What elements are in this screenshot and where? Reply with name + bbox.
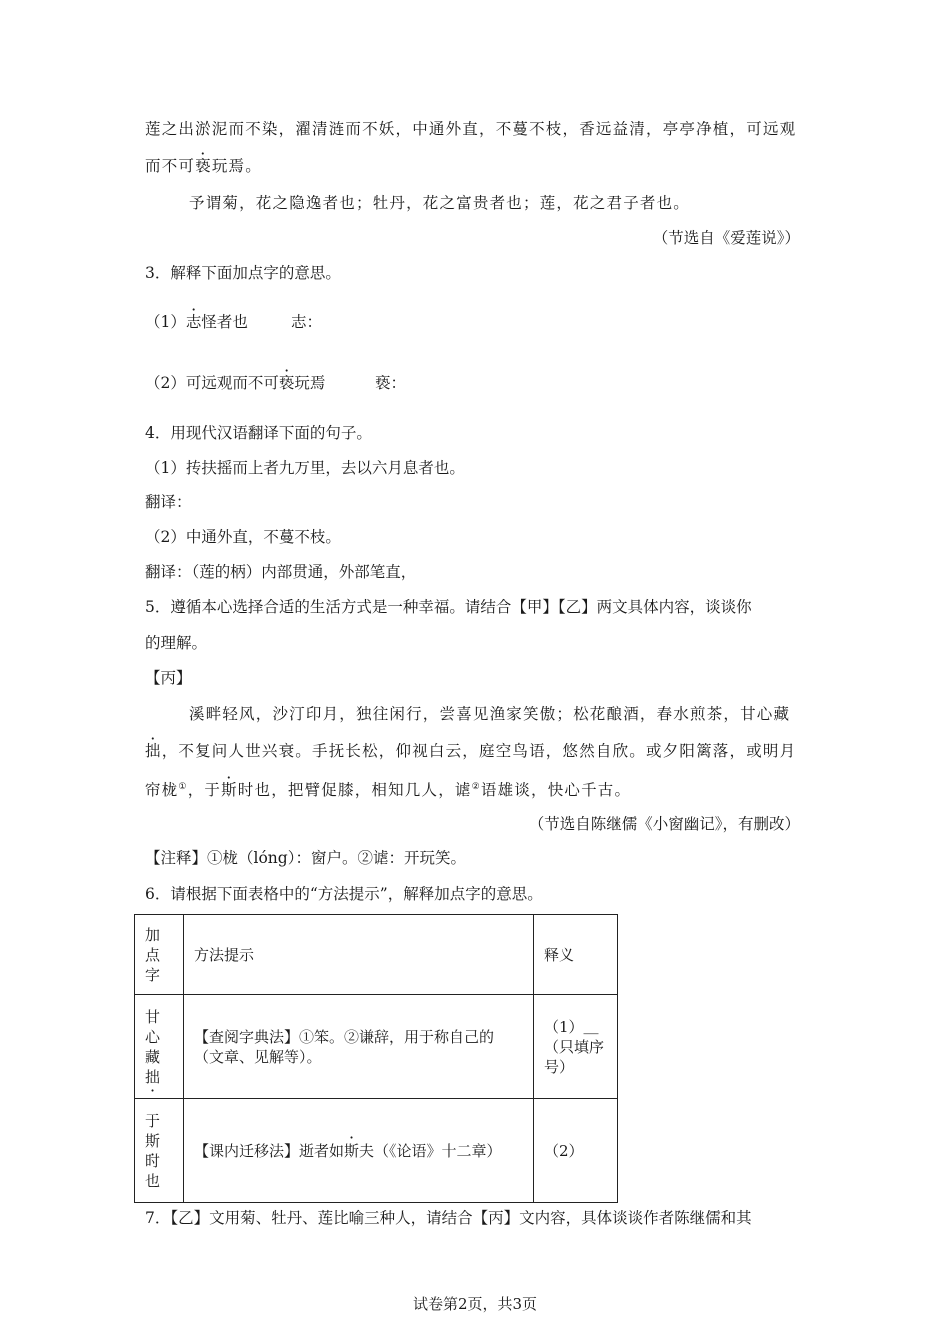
table-header-row <box>135 915 618 995</box>
q3-item2: （2）可远观而不可亵玩焉 <box>145 374 326 392</box>
header-word: 加点字 <box>135 915 184 995</box>
q5-line2: 的理解。 <box>145 634 208 652</box>
dotted-char-si: 斯 <box>221 781 238 800</box>
row1-hint: 【查阅字典法】①笨。②谦辞，用于称自己的（文章、见解等）。 <box>184 995 534 1099</box>
dotted-char-zhuo-table: 拙 <box>145 1067 161 1086</box>
row2-word: 于斯时也 <box>135 1099 184 1203</box>
passage-bing-line2: 拙，不复问人世兴衰。手抚长松，仰视白云，庭空鸟语，悠然自欣。或夕阳篱落，或明月 <box>145 742 797 760</box>
q4-item2: （2）中通外直，不蔓不枝。 <box>145 528 341 546</box>
passage-bing-source: （节选自陈继儒《小窗幽记》，有删改） <box>528 815 800 833</box>
q6-stem: 6．请根据下面表格中的“方法提示”，解释加点字的意思。 <box>145 885 543 903</box>
dotted-char-zhi: 志 <box>185 313 202 331</box>
q3-stem: 3．解释下面加点字的意思。 <box>145 264 341 282</box>
header-method: 方法提示 <box>184 915 534 995</box>
row2-answer[interactable]: （2） <box>534 1099 618 1203</box>
passage-yi-line2: 而不可亵玩焉。 <box>145 157 262 175</box>
dotted-char-si-table: 斯 <box>145 1131 161 1150</box>
q3-item2-answer[interactable]: 亵： <box>375 374 407 392</box>
passage-yi-line3: 予谓菊，花之隐逸者也；牡丹，花之富贵者也；莲，花之君子者也。 <box>189 194 691 212</box>
page-footer: 试卷第2页，共3页 <box>412 1295 538 1313</box>
row1-answer[interactable]: （1）＿（只填序号） <box>534 995 618 1099</box>
q3-item1-answer[interactable]: 志： <box>291 313 323 331</box>
q4-item1: （1）抟扶摇而上者九万里，去以六月息者也。 <box>145 459 465 477</box>
row2-hint: 【课内迁移法】逝者如斯夫（《论语》十二章） <box>184 1099 534 1203</box>
passage-bing-heading: 【丙】 <box>145 669 192 687</box>
header-meaning: 释义 <box>534 915 618 995</box>
passage-bing-line3: 帘栊①，于斯时也，把臂促膝，相知几人，谑②语雄谈，快心千古。 <box>145 781 632 800</box>
table-row <box>135 1099 618 1203</box>
passage-bing-notes: 【注释】①栊（lóng）：窗户。②谑：开玩笑。 <box>145 849 466 867</box>
dotted-char-si-hint: 斯 <box>344 1141 360 1160</box>
dotted-char-zhuo: 拙 <box>145 742 162 760</box>
dotted-char-xie: 亵 <box>195 157 212 175</box>
passage-yi-line1: 莲之出淤泥而不染，濯清涟而不妖，中通外直，不蔓不枝，香远益清，亭亭净植，可远观 <box>145 120 797 138</box>
q4-stem: 4．用现代汉语翻译下面的句子。 <box>145 424 372 442</box>
q7-line1: 7．【乙】文用菊、牡丹、莲比喻三种人，请结合【丙】文内容，具体谈谈作者陈继儒和其 <box>145 1209 752 1227</box>
q4-translation2[interactable]: 翻译：（莲的柄）内部贯通，外部笔直， <box>145 563 417 581</box>
q4-translation1[interactable]: 翻译： <box>145 493 192 511</box>
passage-yi-source: （节选自《爱莲说》） <box>652 229 800 247</box>
row1-word: 甘心藏拙 <box>135 995 184 1099</box>
q3-item1: （1）志怪者也 <box>145 313 248 331</box>
q6-table <box>134 914 618 1203</box>
passage-bing-line1: 溪畔轻风，沙汀印月，独往闲行，尝喜见渔家笑傲；松花酿酒，春水煎茶，甘心藏 <box>189 705 791 723</box>
q5-line1: 5．遵循本心选择合适的生活方式是一种幸福。请结合【甲】【乙】两文具体内容，谈谈你 <box>145 598 752 616</box>
table-row <box>135 995 618 1099</box>
dotted-char-xie-2: 亵 <box>278 374 295 392</box>
